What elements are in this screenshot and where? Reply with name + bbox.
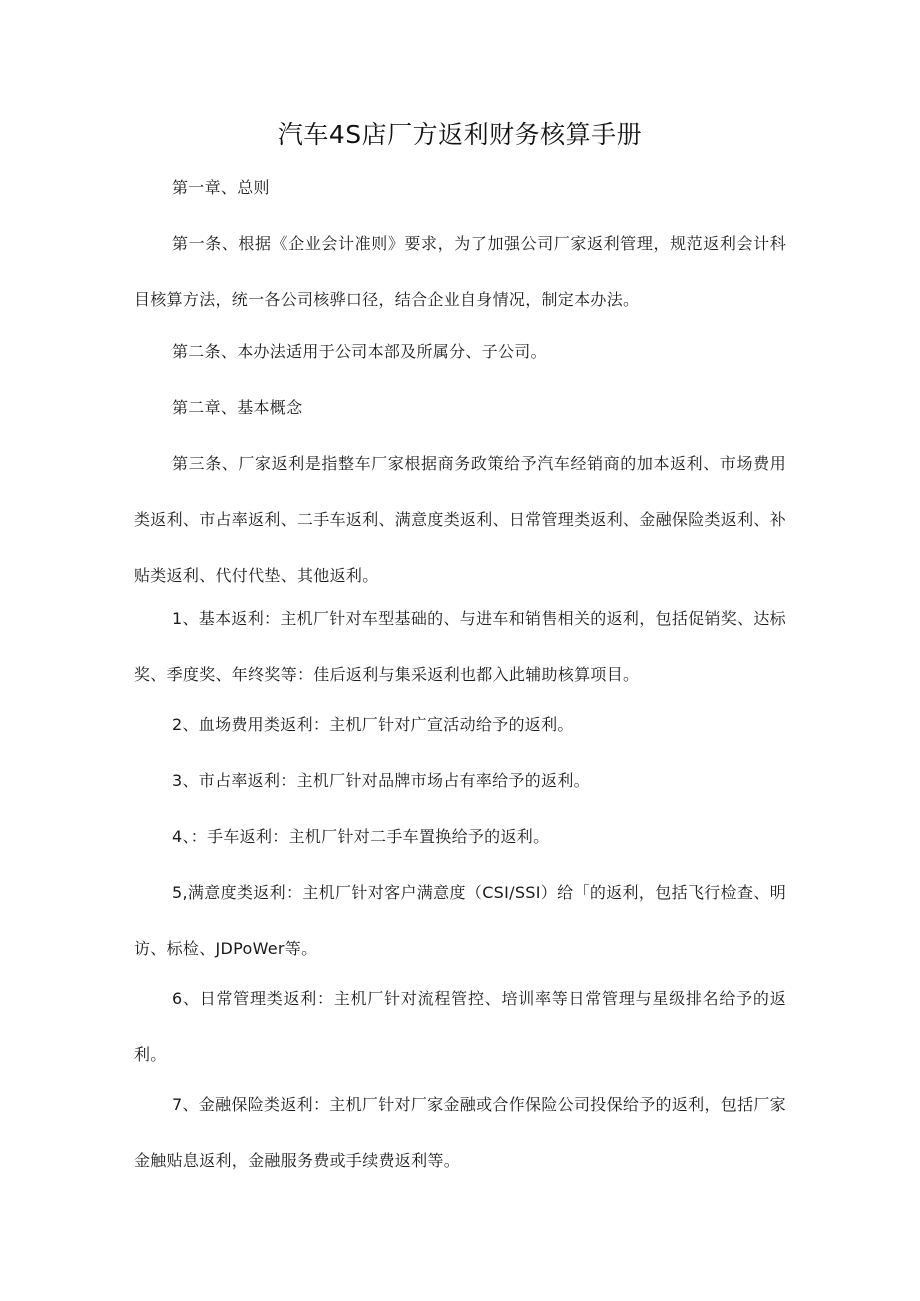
item-3-market-share-rebate: 3、市占率返利：主机厂针对品牌市场占有率给予的返利。 [172,771,590,790]
article-3-paragraph: 第三条、厂家返利是指整车厂家根据商务政策给予汽车经销商的加本返利、市场费用类返利、市占率返利、二手车返利、满意度类返利、日常管理类返利、金融保险类返利、补贴类返利、代付代垫、其他返利。 [134,454,787,585]
article-2-paragraph: 第二条、本办法适用于公司本部及所属分、子公司。 [172,342,547,361]
item-4-used-car-rebate: 4、：手车返利：主机厂针对二手车置换给予的返利。 [172,827,550,846]
chapter-heading-general: 第一章、总则 [172,178,270,197]
item-2-market-fee-rebate: 2、血场费用类返利：主机厂针对广宣活动给予的返利。 [172,715,574,734]
item-6-management-rebate: 6、日常管理类返利：主机厂针对流程管控、培训率等日常管理与星级排名给予的返利。 [134,989,786,1064]
chapter-heading-concepts: 第二章、基本概念 [172,398,303,417]
document-title: 汽车4S店厂方返利财务核算手册 [277,120,643,149]
item-5-satisfaction-rebate: 5,满意度类返利：主机厂针对客户满意度（CSI/SSI）给「的返利，包括飞行检查、明访、标检、JDPoWer等。 [134,883,786,958]
item-1-basic-rebate: 1、基本返利：主机厂针对车型基础的、与进车和销售相关的返利，包括促销奖、达标奖、季度奖、年终奖等：佳后返利与集采返利也都入此辅助核算项目。 [134,609,786,684]
item-7-finance-insurance-rebate: 7、金融保险类返利：主机厂针对厂家金融或合作保险公司投保给予的返利，包括厂家金触贴息返利，金融服务费或手续费返利等。 [134,1095,786,1170]
article-1-paragraph: 第一条、根据《企业会计准则》要求，为了加强公司厂家返利管理，规范返利会计科目核算方法，统一各公司核骅口径，结合企业自身情况，制定本办法。 [134,234,786,309]
